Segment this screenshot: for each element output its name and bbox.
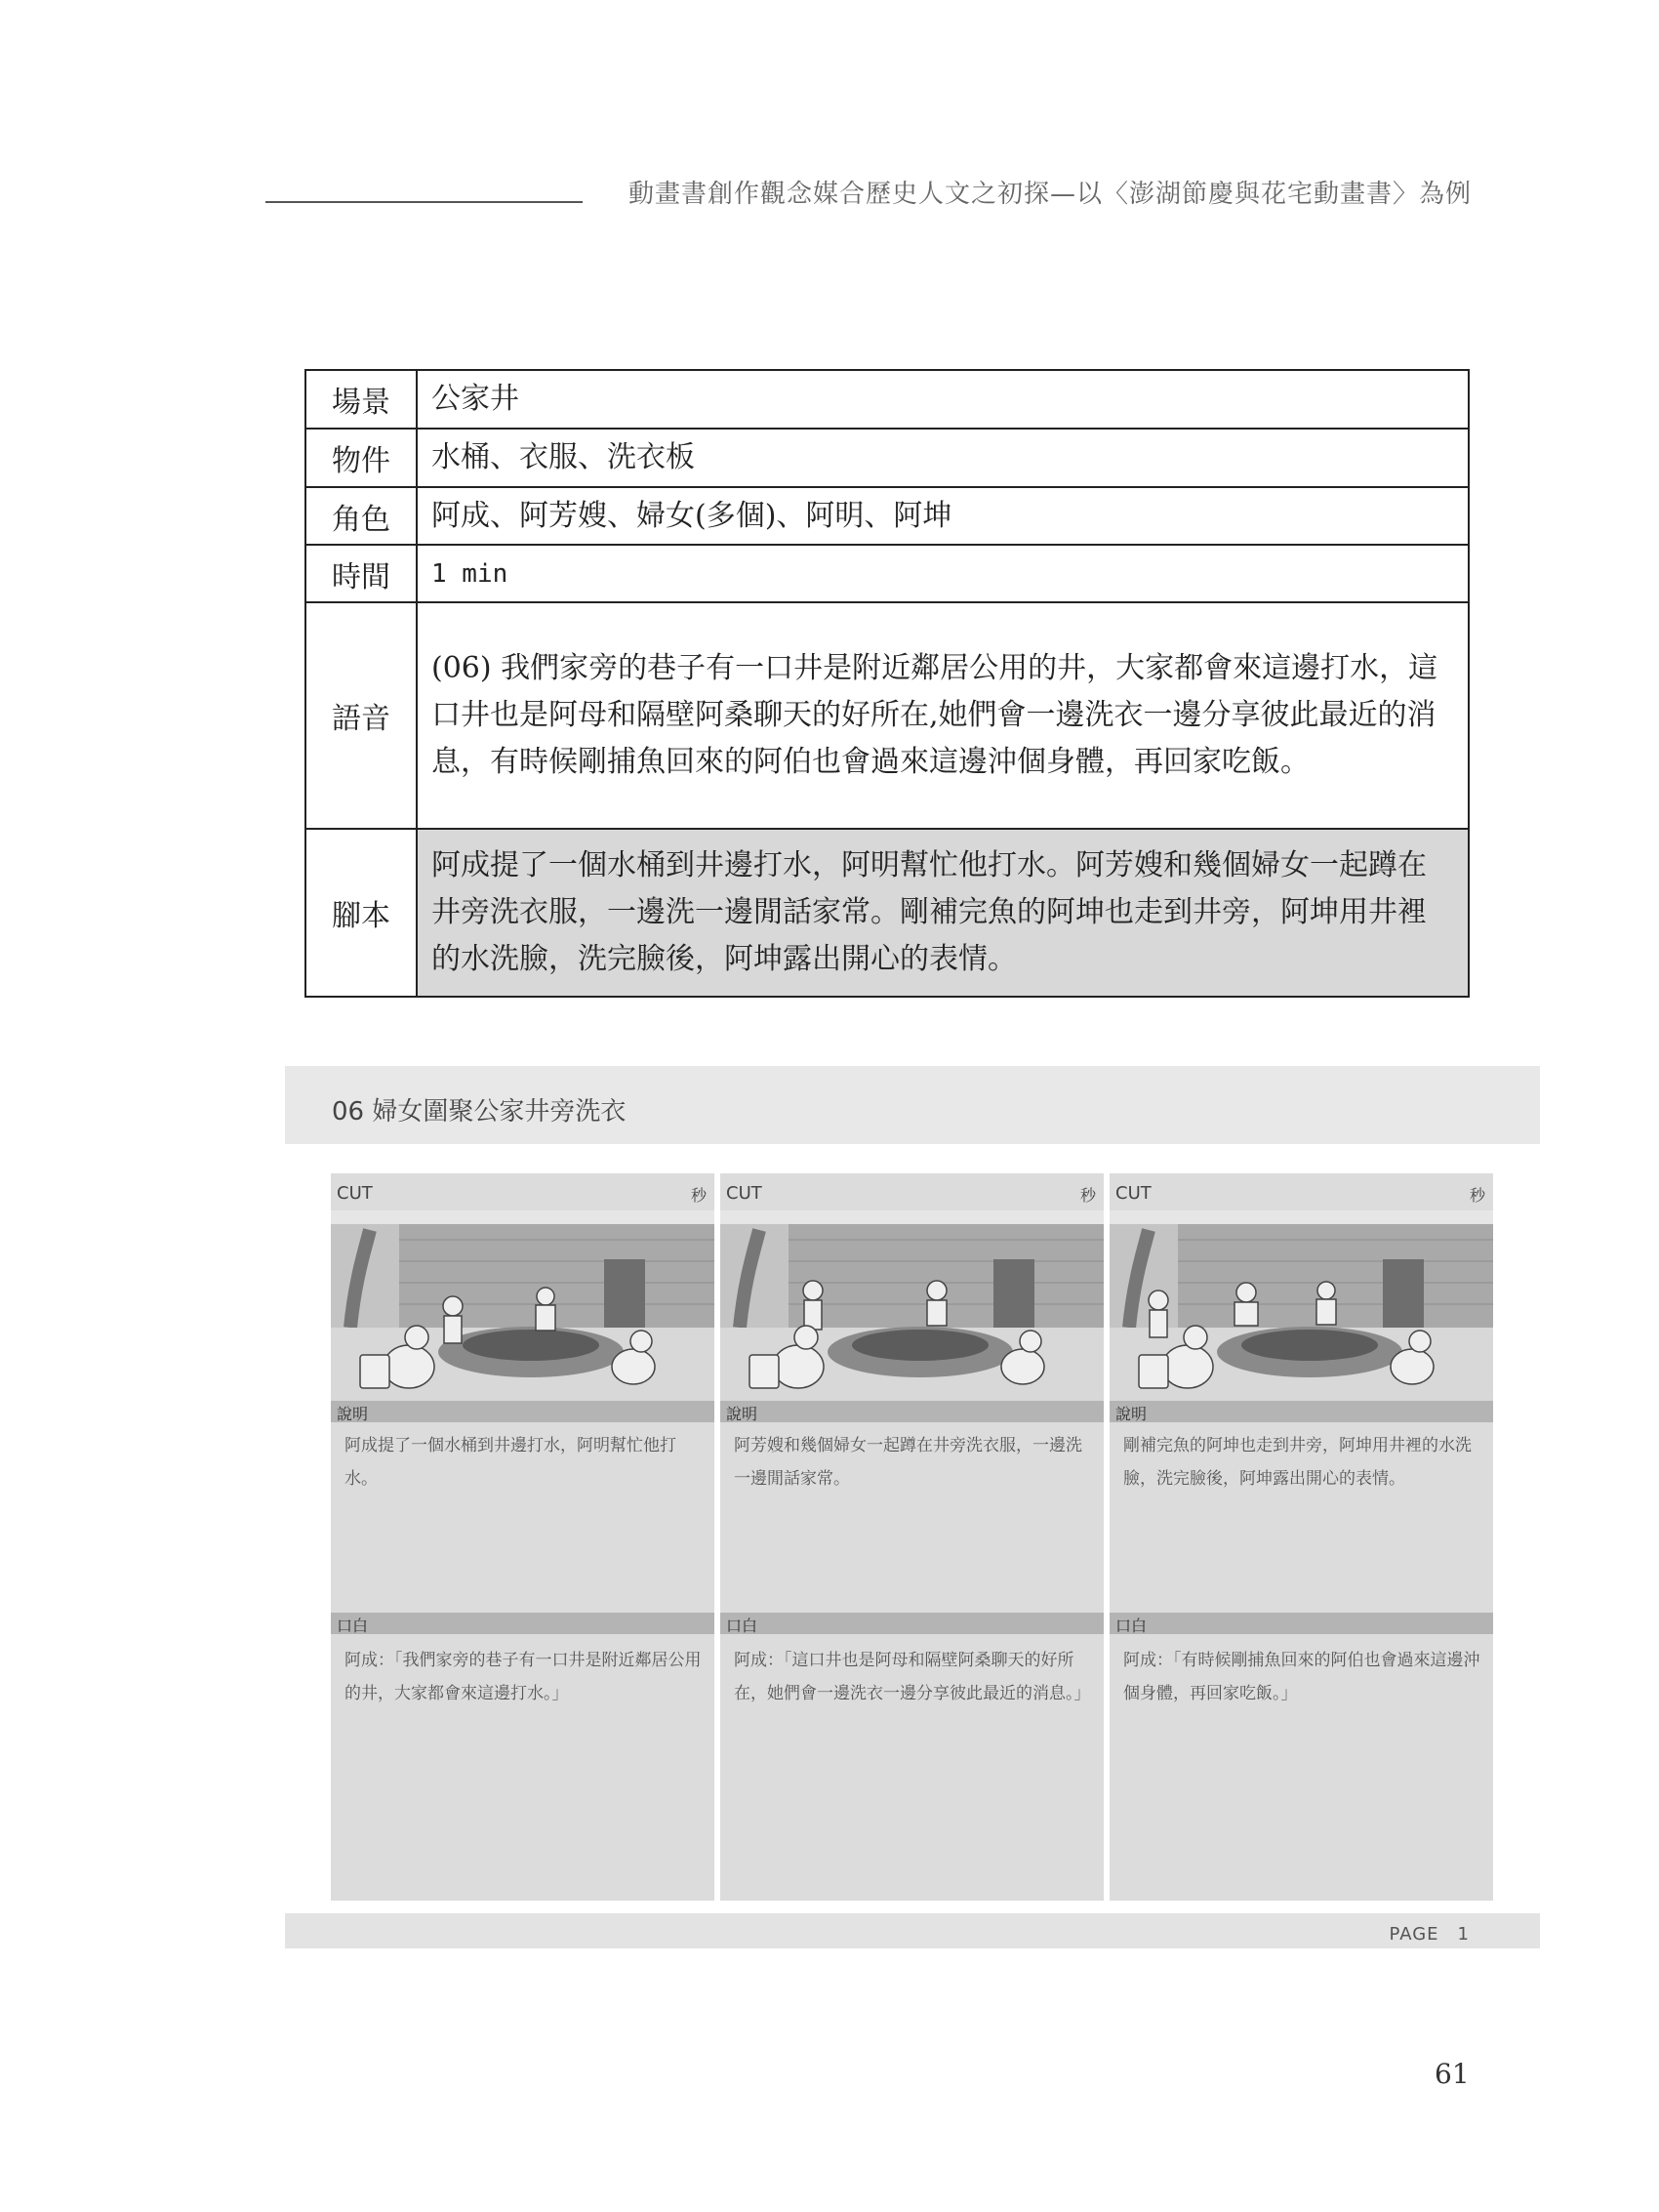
description-label: 說明 (1115, 1405, 1148, 1423)
row-value-script: 阿成提了一個水桶到井邊打水，阿明幫忙他打水。阿芳嫂和幾個婦女一起蹲在井旁洗衣服，一邊洗一邊閒話家常。剛補完魚的阿坤也走到井旁，阿坤用井裡的水洗臉，洗完臉後，阿坤露出開心的表情。 (417, 829, 1469, 997)
seconds-label: 秒 (1079, 1186, 1096, 1205)
description-bar (331, 1401, 714, 1422)
row-value-characters: 阿成、阿芳嫂、婦女(多個)、阿明、阿坤 (417, 487, 1469, 545)
table-row (305, 370, 1469, 429)
table-row (305, 487, 1469, 545)
cut-label: CUT (726, 1183, 762, 1204)
cut-label: CUT (1115, 1183, 1152, 1204)
table-row (305, 429, 1469, 487)
running-head (265, 172, 1472, 211)
dialog-bar (720, 1613, 1104, 1634)
description-text: 剛補完魚的阿坤也走到井旁，阿坤用井裡的水洗臉，洗完臉後，阿坤露出開心的表情。 (1123, 1436, 1472, 1489)
dialog-text: 阿成：「我們家旁的巷子有一口井是附近鄰居公用的井，大家都會來這邊打水。」 (344, 1651, 702, 1703)
scene-illustration (331, 1210, 714, 1401)
row-label-characters: 角色 (305, 487, 417, 545)
dialog-label: 口白 (726, 1617, 758, 1635)
row-value-voice: (06) 我們家旁的巷子有一口井是附近鄰居公用的井，大家都會來這邊打水，這口井也是阿母和隔壁阿桑聊天的好所在,她們會一邊洗衣一邊分享彼此最近的消息，有時候剛捕魚回來的阿伯也會過來這邊沖個身體，再回家吃飯。 (417, 602, 1469, 829)
description-bar (1110, 1401, 1493, 1422)
running-head-title: 動畫書創作觀念媒合歷史人文之初探—以〈澎湖節慶與花宅動畫書〉為例 (627, 180, 1472, 209)
scene-illustration (720, 1210, 1104, 1401)
description-label: 說明 (337, 1405, 369, 1423)
storyboard-panel-2 (720, 1173, 1104, 1901)
storyboard-panel-1 (331, 1173, 714, 1901)
page-number: 61 (1435, 2058, 1470, 2090)
scene-illustration (1110, 1210, 1493, 1401)
description-label: 說明 (726, 1405, 758, 1423)
storyboard-panel-3 (1110, 1173, 1493, 1901)
dialog-bar (331, 1613, 714, 1634)
storyboard-footer (285, 1913, 1540, 1948)
description-text: 阿芳嫂和幾個婦女一起蹲在井旁洗衣服，一邊洗一邊閒話家常。 (734, 1436, 1082, 1489)
row-label-voice: 語音 (305, 602, 417, 829)
row-label-objects: 物件 (305, 429, 417, 487)
dialog-label: 口白 (1115, 1617, 1148, 1635)
seconds-label: 秒 (690, 1186, 707, 1205)
description-bar (720, 1401, 1104, 1422)
row-value-scene: 公家井 (417, 370, 1469, 429)
well-scene-image (331, 1210, 714, 1401)
description-text: 阿成提了一個水桶到井邊打水，阿明幫忙他打水。 (344, 1436, 676, 1489)
seconds-label: 秒 (1469, 1186, 1485, 1205)
dialog-text: 阿成：「這口井也是阿母和隔壁阿桑聊天的好所在，她們會一邊洗衣一邊分享彼此最近的消息。」 (734, 1651, 1091, 1703)
row-value-objects: 水桶、衣服、洗衣板 (417, 429, 1469, 487)
storyboard-page-label: PAGE 1 (1389, 1924, 1470, 1945)
well-scene-image (1110, 1210, 1493, 1401)
header-rule (265, 201, 583, 203)
dialog-label: 口白 (337, 1617, 369, 1635)
table-row (305, 829, 1469, 997)
dialog-bar (1110, 1613, 1493, 1634)
table-row (305, 545, 1469, 602)
dialog-text: 阿成：「有時候剛捕魚回來的阿伯也會過來這邊沖個身體，再回家吃飯。」 (1123, 1651, 1480, 1703)
row-label-script: 腳本 (305, 829, 417, 997)
cut-label: CUT (337, 1183, 373, 1204)
storyboard-title: 06 婦女圍聚公家井旁洗衣 (332, 1097, 627, 1126)
storyboard (285, 1066, 1540, 1949)
well-scene-image (720, 1210, 1104, 1401)
row-label-time: 時間 (305, 545, 417, 602)
table-row (305, 602, 1469, 829)
storyboard-header (285, 1066, 1540, 1144)
row-label-scene: 場景 (305, 370, 417, 429)
row-value-time: 1 min (417, 545, 1469, 602)
script-table (304, 369, 1470, 998)
